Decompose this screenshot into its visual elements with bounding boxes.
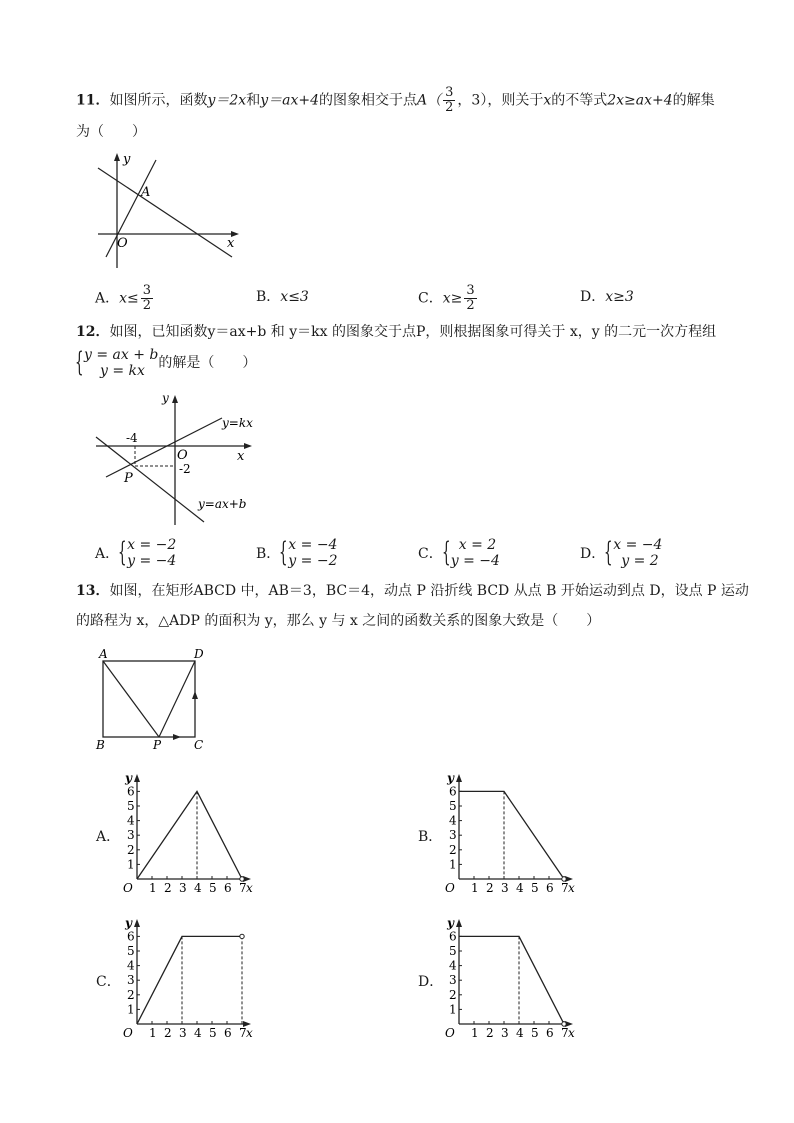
q12-stem-line2: { y = ax + b y = kx 的解是（ ）: [75, 347, 257, 379]
q11-option-d[interactable]: D．x≥3: [580, 289, 634, 305]
q13-graph-c[interactable]: [117, 915, 262, 1043]
q11-y-label: y: [123, 152, 131, 167]
function-curve: [459, 791, 564, 879]
q12-label-axb: y=ax+b: [198, 497, 247, 511]
x-tick-label: 2: [486, 1026, 494, 1040]
x-tick-label: 4: [516, 1026, 524, 1040]
q12-label-kx: y=kx: [222, 416, 253, 430]
q12-number: 12．: [76, 324, 110, 340]
y-tick-label: 2: [449, 987, 457, 1002]
q12-line-axb: [96, 437, 204, 522]
q13-label-A: A: [99, 647, 108, 661]
q11-number: 11．: [76, 92, 110, 109]
x-tick-label: 5: [209, 1026, 217, 1040]
y-tick-label: 1: [449, 1002, 457, 1017]
x-tick-label: 6: [546, 1026, 554, 1040]
x-tick-label: 2: [486, 881, 494, 895]
q12-option-d[interactable]: D． { x = −4 y = 2: [580, 537, 663, 569]
origin-label: O: [123, 1026, 133, 1040]
x-axis-label: x: [568, 1026, 575, 1040]
y-axis-label: y: [125, 916, 132, 930]
y-tick-label: 4: [449, 958, 457, 973]
x-tick-label: 7: [561, 1026, 569, 1040]
origin-label: O: [445, 881, 455, 895]
q12-tick-neg4: -4: [126, 431, 138, 445]
origin-label: O: [123, 881, 133, 895]
y-tick-label: 3: [449, 828, 457, 843]
y-tick-label: 1: [127, 1002, 135, 1017]
x-tick-label: 4: [516, 881, 524, 895]
q11-graph: [90, 150, 250, 270]
function-curve: [459, 936, 564, 1024]
y-tick-label: 5: [449, 944, 457, 958]
y-tick-label: 4: [127, 958, 135, 973]
q11-stem-line2: 为（ ）: [76, 124, 146, 140]
q13-option-a[interactable]: A．: [96, 829, 121, 845]
open-endpoint: [562, 1022, 566, 1026]
q13-arrow-right: [173, 734, 181, 740]
q13-option-b[interactable]: B．: [418, 829, 443, 845]
q12-stem-line1: 12．如图，已知函数y＝ax+b 和 y＝kx 的图象交于点P，则根据图象可得关于 x，y 的二元一次方程组: [76, 324, 717, 340]
x-tick-label: 5: [531, 1026, 539, 1040]
y-tick-label: 1: [449, 857, 457, 872]
y-tick-label: 2: [127, 987, 135, 1002]
q13-label-C: C: [194, 738, 204, 752]
x-tick-label: 2: [164, 881, 172, 895]
x-tick-label: 3: [501, 1026, 509, 1040]
q11-option-b[interactable]: B．x≤3: [256, 289, 309, 305]
q12-point-P: P: [124, 471, 133, 486]
x-tick-label: 6: [224, 881, 232, 895]
q11-point-A: A: [141, 185, 151, 200]
x-tick-label: 6: [224, 1026, 232, 1040]
q13-stem-line1: 13．如图，在矩形ABCD 中，AB＝3，BC＝4，动点 P 沿折线 BCD 从点 B 开始运动到点 D，设点 P 运动: [76, 583, 749, 599]
y-tick-label: 6: [127, 929, 135, 944]
q11-option-c[interactable]: C．x≥ $\frac{3}{2}$: [418, 283, 475, 313]
x-tick-label: 2: [164, 1026, 172, 1040]
function-curve: [137, 791, 242, 879]
y-tick-label: 5: [127, 944, 135, 958]
q12-option-b[interactable]: B． { x = −4 y = −2: [256, 537, 338, 569]
x-tick-label: 3: [179, 881, 187, 895]
q13-arrow-up: [192, 691, 198, 699]
q13-graph-a[interactable]: [117, 770, 262, 898]
y-axis-arrow: [134, 919, 140, 927]
q11-fraction: $\frac{3}{2}$: [445, 85, 454, 115]
x-tick-label: 3: [179, 1026, 187, 1040]
x-tick-label: 6: [546, 881, 554, 895]
q12-y-label: y: [162, 391, 169, 405]
q12-line-kx: [106, 418, 222, 477]
q12-tick-neg2: -2: [179, 462, 191, 476]
y-tick-label: 5: [449, 799, 457, 813]
open-endpoint: [562, 877, 566, 881]
q11-line-2x: [106, 160, 156, 257]
q13-rect-abcd: [103, 661, 195, 737]
q13-label-P: P: [153, 738, 162, 752]
x-axis-label: x: [246, 881, 253, 895]
q12-graph: [90, 390, 260, 530]
y-tick-label: 6: [127, 784, 135, 799]
q13-label-D: D: [194, 647, 204, 661]
x-axis-label: x: [246, 1026, 253, 1040]
y-axis-arrow: [456, 774, 462, 782]
q12-x-label: x: [237, 449, 245, 464]
q12-y-arrow: [172, 395, 178, 403]
y-tick-label: 1: [127, 857, 135, 872]
y-tick-label: 3: [127, 828, 135, 843]
y-tick-label: 5: [127, 799, 135, 813]
function-curve: [137, 936, 242, 1024]
q13-segment-PD: [159, 661, 195, 737]
x-tick-label: 1: [471, 1026, 479, 1040]
y-axis-label: y: [125, 771, 132, 785]
y-axis-arrow: [134, 774, 140, 782]
x-tick-label: 7: [239, 1026, 247, 1040]
origin-label: O: [445, 1026, 455, 1040]
q12-x-arrow: [244, 443, 252, 449]
q13-graph-d[interactable]: [439, 915, 584, 1043]
q13-graph-b[interactable]: [439, 770, 584, 898]
q11-x-label: x: [227, 236, 235, 251]
q11-origin: O: [117, 236, 128, 251]
q12-equation-system: { y = ax + b y = kx: [75, 347, 159, 379]
q13-number: 13．: [76, 583, 110, 599]
y-tick-label: 3: [449, 973, 457, 988]
q11-stem-line1: 11．如图所示，函数y＝2x和y＝ax+4的图象相交于点A（ $\frac{3}{2}$ ，3），则关于x的不等式2x≥ax+4的解集: [76, 85, 715, 115]
q13-option-c[interactable]: C．: [96, 974, 121, 990]
q13-label-B: B: [96, 738, 105, 752]
x-tick-label: 3: [501, 881, 509, 895]
q13-rectangle-figure: [92, 645, 217, 755]
y-tick-label: 2: [127, 842, 135, 857]
y-tick-label: 6: [449, 784, 457, 799]
open-endpoint: [240, 877, 244, 881]
y-axis-label: y: [447, 771, 454, 785]
q13-option-d[interactable]: D．: [418, 974, 444, 990]
q13-stem-line2: 的路程为 x，△ADP 的面积为 y，那么 y 与 x 之间的函数关系的图象大致是（ ）: [76, 613, 601, 629]
y-tick-label: 6: [449, 929, 457, 944]
x-tick-label: 1: [149, 881, 157, 895]
x-axis-label: x: [568, 881, 575, 895]
q12-origin: O: [177, 448, 188, 463]
y-tick-label: 3: [127, 973, 135, 988]
q11-y-arrow: [114, 153, 120, 161]
x-tick-label: 5: [209, 881, 217, 895]
q11-option-a[interactable]: A．x≤ $\frac{3}{2}$: [95, 283, 152, 313]
x-tick-label: 5: [531, 881, 539, 895]
x-tick-label: 1: [149, 1026, 157, 1040]
x-tick-label: 4: [194, 1026, 202, 1040]
x-tick-label: 4: [194, 881, 202, 895]
y-axis-arrow: [456, 919, 462, 927]
x-tick-label: 7: [561, 881, 569, 895]
y-tick-label: 2: [449, 842, 457, 857]
y-tick-label: 4: [127, 813, 135, 828]
y-tick-label: 4: [449, 813, 457, 828]
x-tick-label: 7: [239, 881, 247, 895]
q12-option-c[interactable]: C． { x = 2 y = −4: [418, 537, 500, 569]
x-tick-label: 1: [471, 881, 479, 895]
open-endpoint: [240, 934, 244, 938]
q13-segment-AP: [103, 661, 159, 737]
q12-option-a[interactable]: A． { x = −2 y = −4: [95, 537, 177, 569]
y-axis-label: y: [447, 916, 454, 930]
